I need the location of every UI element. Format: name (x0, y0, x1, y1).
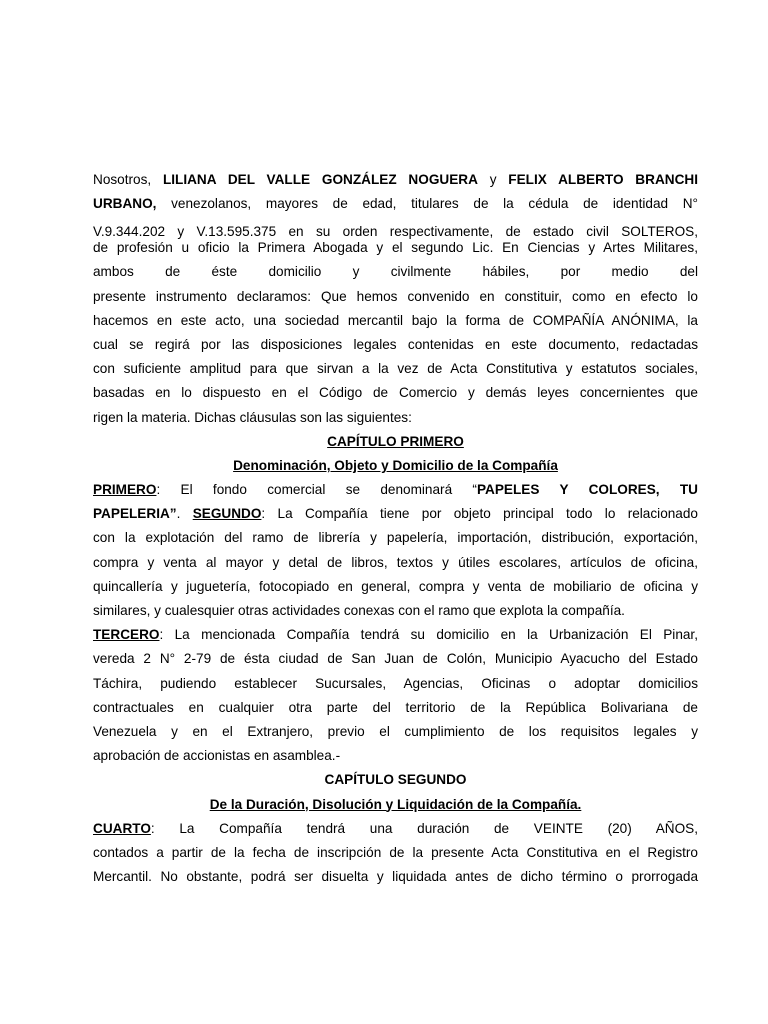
text-run: y (477, 172, 509, 187)
clause-label-primero: PRIMERO (93, 482, 157, 498)
paragraph-line-24: Venezuela y en el Extranjero, previo el cumplimiento de los requisitos legales y (93, 723, 698, 739)
paragraph-line-7: hacemos en este acto, una sociedad mercantil bajo la forma de COMPAÑÍA ANÓNIMA, la (93, 312, 698, 328)
name-liliana: LILIANA DEL VALLE GONZÁLEZ NOGUERA (162, 172, 478, 187)
paragraph-line-17: compra y venta al mayor y detal de libros, textos y útiles escolares, artículos de oficina, (93, 554, 698, 570)
paragraph-line-8: cual se regirá por las disposiciones legales contenidas en este documento, redactadas (93, 336, 698, 352)
paragraph-line-11: rigen la materia. Dichas cláusulas son las siguientes: (93, 409, 412, 425)
clause-segundo-line (93, 502, 698, 526)
clause-primero-line (93, 478, 698, 502)
paragraph-line-6: presente instrumento declaramos: Que hemos convenido en constituir, como en efecto lo (93, 288, 698, 304)
clause-label-tercero: TERCERO (93, 627, 160, 643)
text-run: : La Compañía tiene por objeto principal todo lo relacionado (261, 506, 698, 522)
paragraph-line-16: con la explotación del ramo de librería y papelería, importación, distribución, exportación, (93, 530, 698, 546)
clause-label-cuarto: CUARTO (93, 820, 151, 836)
chapter-1-subtitle: Denominación, Objeto y Domicilio de la Compañía (233, 457, 558, 473)
chapter-1-title: CAPÍTULO PRIMERO (327, 433, 464, 449)
clause-cuarto-line (93, 817, 698, 841)
paragraph-line-22: Táchira, pudiendo establecer Sucursales, Agencias, Oficinas o adoptar domicilios (93, 675, 698, 691)
company-name: PAPELES Y COLORES, TU (476, 482, 698, 498)
text-run: venezolanos, mayores de edad, titulares de la cédula de identidad N° (156, 196, 698, 212)
paragraph-line-25: aprobación de accionistas en asamblea.- (93, 748, 341, 764)
paragraph-line-18: quincallería y juguetería, fotocopiado en general, compra y venta de mobiliario de oficina y (93, 578, 698, 594)
paragraph-line-19: similares, y cualesquier otras actividades conexas con el ramo que explota la compañía. (93, 603, 625, 618)
paragraph-line-29: contados a partir de la fecha de inscripción de la presente Acta Constitutiva en el Registro (93, 844, 698, 860)
document-body (93, 168, 698, 889)
paragraph-line-3: V.9.344.202 y V.13.595.375 en su orden respectivamente, de estado civil SOLTEROS, (93, 224, 698, 240)
text-run: : La mencionada Compañía tendrá su domicilio en la Urbanización El Pinar, (159, 627, 698, 643)
text-run: Nosotros, (93, 172, 163, 187)
chapter-2-subtitle: De la Duración, Disolución y Liquidación de la Compañía. (209, 796, 582, 812)
text-run: : La Compañía tendrá una duración de VEINTE (20) AÑOS, (150, 820, 698, 836)
name-urbano: URBANO, (93, 196, 157, 212)
paragraph-line-30: Mercantil. No obstante, podrá ser disuelta y liquidada antes de dicho término o prorrogada (93, 869, 698, 885)
clause-label-segundo: SEGUNDO (192, 506, 262, 522)
paragraph-line-2 (93, 192, 698, 216)
paragraph-line-1 (93, 168, 698, 192)
paragraph-line-21: vereda 2 N° 2-79 de ésta ciudad de San Juan de Colón, Municipio Ayacucho del Estado (93, 651, 698, 667)
name-felix: FELIX ALBERTO BRANCHI (508, 172, 698, 187)
paragraph-line-9: con suficiente amplitud para que sirvan a la vez de Acta Constitutiva y estatutos sociales, (93, 361, 698, 377)
paragraph-line-10: basadas en lo dispuesto en el Código de Comercio y demás leyes concernientes que (93, 385, 698, 401)
text-run: . (176, 506, 193, 522)
company-name-cont: PAPELERIA” (93, 506, 177, 522)
text-run: : El fondo comercial se denominará “ (156, 482, 477, 498)
paragraph-line-4: de profesión u oficio la Primera Abogada y el segundo Lic. En Ciencias y Artes Militares, (93, 240, 698, 256)
paragraph-line-5: ambos de éste domicilio y civilmente hábiles, por medio del (93, 264, 698, 280)
clause-tercero-line (93, 623, 698, 647)
chapter-2-title: CAPÍTULO SEGUNDO (324, 772, 467, 788)
paragraph-line-23: contractuales en cualquier otra parte del territorio de la República Bolivariana de (93, 699, 698, 715)
